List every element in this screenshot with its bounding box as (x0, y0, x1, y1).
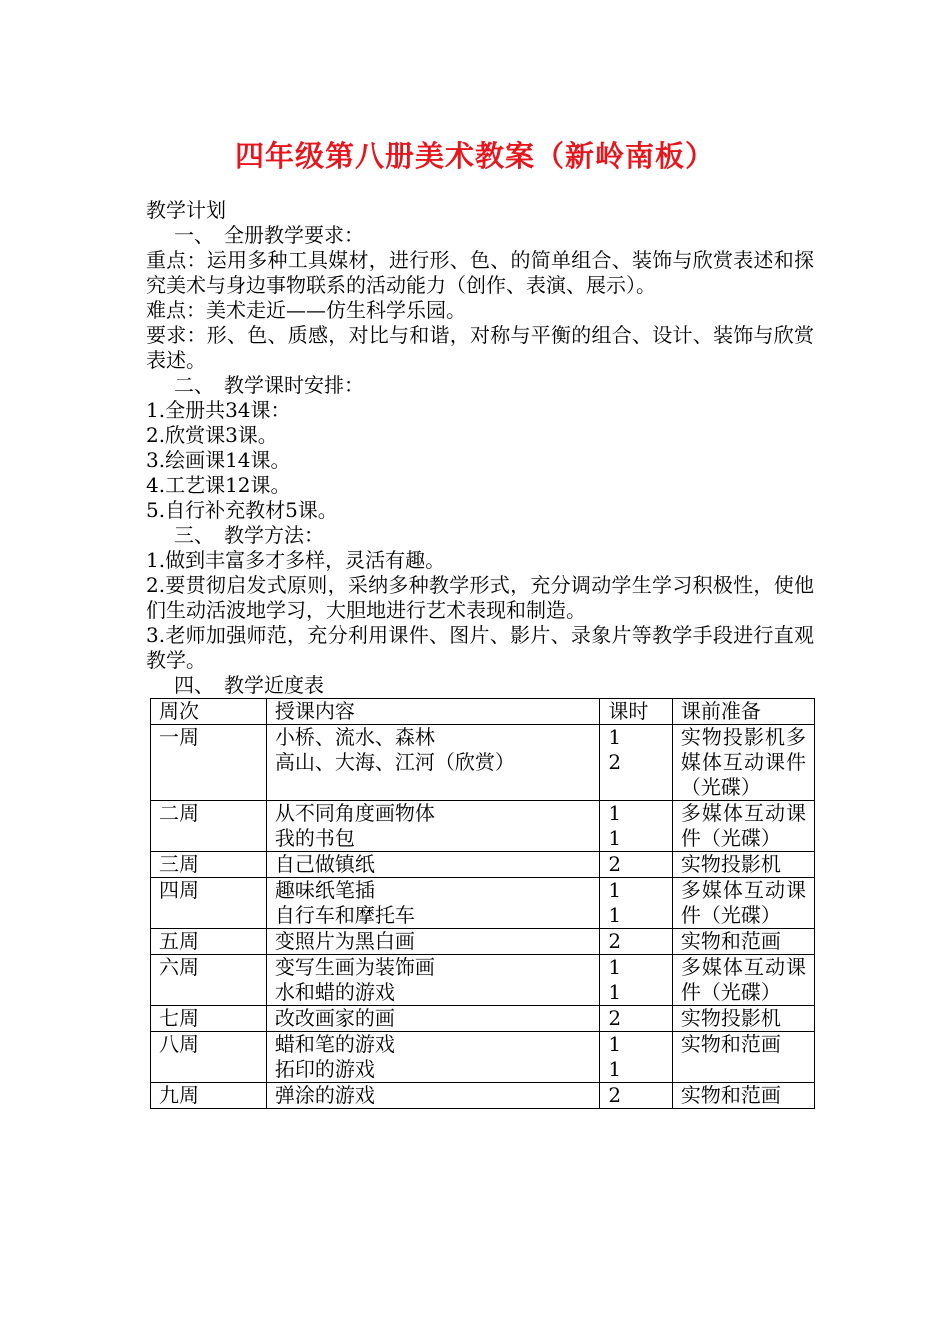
requirements-paragraph: 要求：形、色、质感，对比与和谐，对称与平衡的组合、设计、装饰与欣赏表述。 (146, 323, 814, 372)
section2-heading: 二、 教学课时安排： (174, 373, 364, 397)
prep-cell: 实物和范画 (672, 1032, 814, 1083)
content-cell: 弹涂的游戏 (266, 1083, 600, 1109)
week-cell: 六周 (151, 955, 267, 1006)
table-row (151, 1083, 815, 1109)
hours-item: 1.全册共34课： (146, 398, 291, 422)
content-cell: 从不同角度画物体 我的书包 (266, 801, 600, 852)
hours-cell: 2 (600, 1006, 673, 1032)
prep-cell: 实物投影机 (672, 1006, 814, 1032)
schedule-table (150, 698, 815, 1109)
plan-heading: 教学计划 (146, 198, 226, 222)
table-header-row (151, 699, 815, 725)
content-cell: 趣味纸笔插 自行车和摩托车 (266, 878, 600, 929)
hours-item: 4.工艺课12课。 (146, 473, 291, 497)
week-cell: 八周 (151, 1032, 267, 1083)
section1-heading: 一、 全册教学要求： (174, 223, 364, 247)
document-title: 四年级第八册美术教案（新岭南板） (234, 139, 715, 173)
method-item: 1.做到丰富多才多样，灵活有趣。 (146, 548, 446, 572)
hours-cell: 1 2 (600, 725, 673, 801)
method-item: 2.要贯彻启发式原则，采纳多种教学形式，充分调动学生学习积极性，使他们生动活波地学习，大胆地进行艺术表现和制造。 (146, 573, 814, 622)
week-cell: 四周 (151, 878, 267, 929)
table-row (151, 725, 815, 801)
hours-item: 5.自行补充教材5课。 (146, 498, 338, 522)
week-cell: 七周 (151, 1006, 267, 1032)
content-cell: 变照片为黑白画 (266, 929, 600, 955)
content-cell: 蜡和笔的游戏 拓印的游戏 (266, 1032, 600, 1083)
hours-cell: 2 (600, 1083, 673, 1109)
table-row (151, 852, 815, 878)
header-week: 周次 (151, 699, 267, 725)
content-cell: 自己做镇纸 (266, 852, 600, 878)
table-row (151, 1032, 815, 1083)
hours-cell: 2 (600, 852, 673, 878)
prep-cell: 实物和范画 (672, 1083, 814, 1109)
week-cell: 三周 (151, 852, 267, 878)
hours-cell: 1 1 (600, 1032, 673, 1083)
prep-cell: 多媒体互动课件（光碟） (672, 878, 814, 929)
week-cell: 九周 (151, 1083, 267, 1109)
prep-cell: 实物投影机多媒体互动课件（光碟） (672, 725, 814, 801)
week-cell: 二周 (151, 801, 267, 852)
prep-cell: 多媒体互动课件（光碟） (672, 955, 814, 1006)
hours-cell: 1 1 (600, 878, 673, 929)
difficulty-line: 难点：美术走近——仿生科学乐园。 (146, 298, 466, 322)
table-row (151, 878, 815, 929)
header-prep: 课前准备 (672, 699, 814, 725)
hours-item: 2.欣赏课3课。 (146, 423, 278, 447)
week-cell: 五周 (151, 929, 267, 955)
header-hours: 课时 (600, 699, 673, 725)
key-points-paragraph: 重点：运用多种工具媒材，进行形、色、的简单组合、装饰与欣赏表述和探究美术与身边事物联系的活动能力（创作、表演、展示）。 (146, 248, 814, 297)
hours-cell: 1 1 (600, 955, 673, 1006)
method-item: 3.老师加强师范，充分利用课件、图片、影片、录象片等教学手段进行直观教学。 (146, 623, 814, 672)
week-cell: 一周 (151, 725, 267, 801)
hours-item: 3.绘画课14课。 (146, 448, 291, 472)
table-row (151, 801, 815, 852)
prep-cell: 多媒体互动课件（光碟） (672, 801, 814, 852)
hours-cell: 2 (600, 929, 673, 955)
table-row (151, 929, 815, 955)
table-row (151, 955, 815, 1006)
content-cell: 变写生画为装饰画 水和蜡的游戏 (266, 955, 600, 1006)
document-body (146, 198, 814, 698)
content-cell: 改改画家的画 (266, 1006, 600, 1032)
table-row (151, 1006, 815, 1032)
prep-cell: 实物投影机 (672, 852, 814, 878)
prep-cell: 实物和范画 (672, 929, 814, 955)
section4-heading: 四、 教学近度表 (174, 673, 324, 697)
header-content: 授课内容 (266, 699, 600, 725)
section3-heading: 三、 教学方法： (174, 523, 324, 547)
content-cell: 小桥、流水、森林 高山、大海、江河（欣赏） (266, 725, 600, 801)
hours-cell: 1 1 (600, 801, 673, 852)
